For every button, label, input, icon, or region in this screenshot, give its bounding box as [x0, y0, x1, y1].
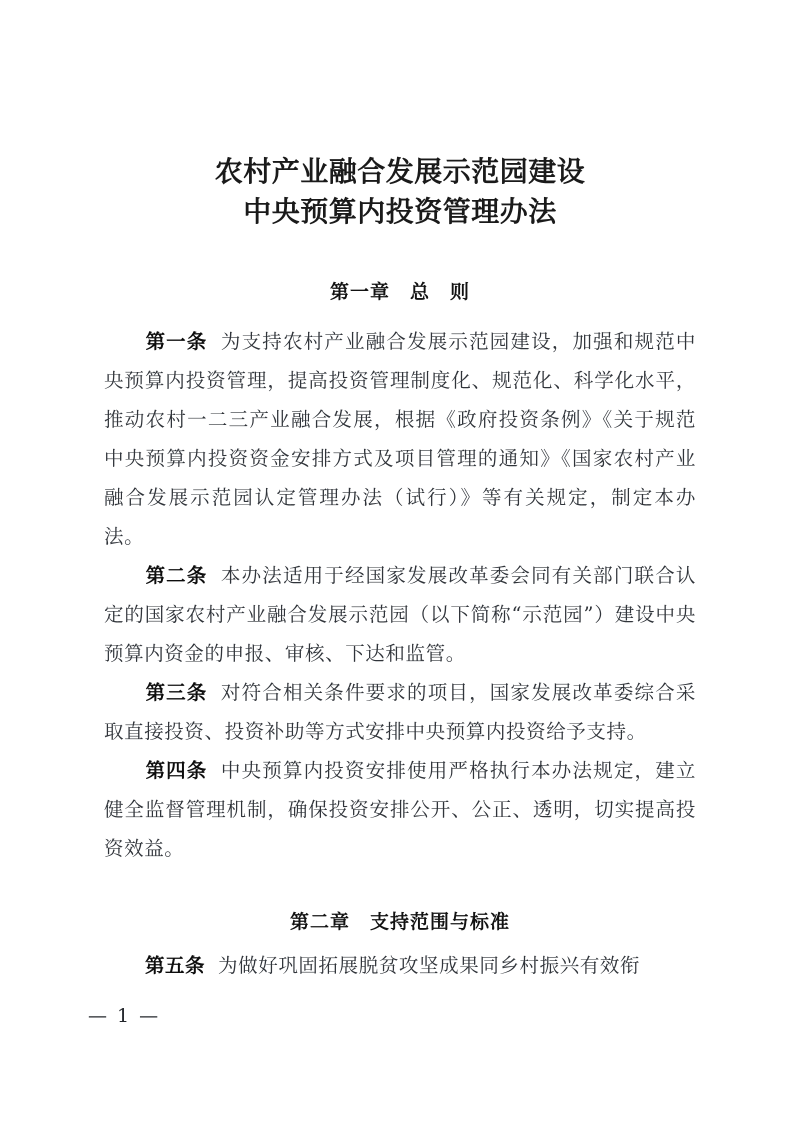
article-4-text: 中央预算内投资安排使用严格执行本办法规定，建立健全监督管理机制，确保投资安排公开、公正、透明，切实提高投资效益。: [104, 759, 696, 860]
article-4: [104, 751, 696, 868]
article-5-text: 为做好巩固拓展脱贫攻坚成果同乡村振兴有效衔: [218, 954, 641, 977]
article-1: [104, 322, 696, 556]
article-1-label: 第一条: [145, 330, 208, 353]
document-title: [0, 152, 800, 232]
article-3-text: 对符合相关条件要求的项目，国家发展改革委综合采取直接投资、投资补助等方式安排中央预算内投资给予支持。: [104, 681, 696, 743]
article-5: [104, 946, 696, 985]
article-2: [104, 556, 696, 673]
document-title-line-2: 中央预算内投资管理办法: [243, 195, 557, 228]
article-5-label: 第五条: [145, 954, 206, 977]
chapter-heading-2: 第二章 支持范围与标准: [289, 911, 510, 933]
article-3: [104, 673, 696, 751]
article-4-label: 第四条: [145, 759, 208, 782]
article-3-label: 第三条: [145, 681, 208, 704]
document-title-line-1: 农村产业融合发展示范园建设: [214, 155, 586, 188]
chapter-heading-1: 第一章 总 则: [329, 281, 470, 303]
article-1-text: 为支持农村产业融合发展示范园建设，加强和规范中央预算内投资管理，提高投资管理制度化、规范化、科学化水平，推动农村一二三产业融合发展，根据《政府投资条例》《关于规范中央预算内投资资金安排方式及项目管理的通知》《国家农村产业融合发展示范园认定管理办法（试行）》等有关规定，制定本办法。: [104, 330, 696, 548]
page-number: — 1 —: [88, 1005, 161, 1027]
article-2-text: 本办法适用于经国家发展改革委会同有关部门联合认定的国家农村产业融合发展示范园（以下简称“示范园”）建设中央预算内资金的申报、审核、下达和监管。: [104, 564, 696, 665]
article-2-label: 第二条: [145, 564, 208, 587]
